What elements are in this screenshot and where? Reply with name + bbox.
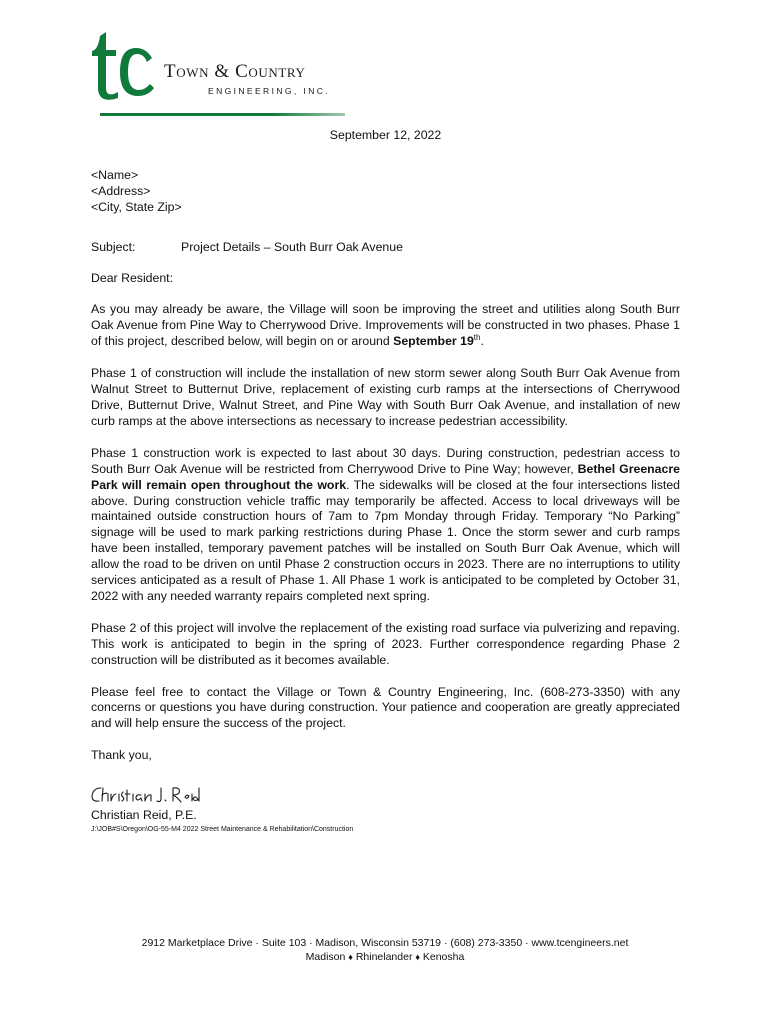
company-name xyxy=(164,61,305,83)
paragraph-1 xyxy=(91,302,680,350)
company-logo xyxy=(90,30,162,100)
signer-name: Christian Reid, P.E. xyxy=(91,808,197,823)
paragraph-3 xyxy=(91,446,680,605)
diamond-icon: ♦ xyxy=(348,952,353,962)
paragraph-4: Phase 2 of this project will involve the replacement of the existing road surface via pulverizing and repaving. This work is anticipated to begin in the spring of 2023. Further correspondence regarding Phase 2 construction will be distributed as it becomes available. xyxy=(91,620,680,667)
subject-text: Project Details – South Burr Oak Avenue xyxy=(181,239,403,254)
paragraph-5: Please feel free to contact the Village or Town & Country Engineering, Inc. (608-273-3350) with any concerns or questions you have during construction. Your patience and cooperation are greatly appreciated and will help ensure the success of the project. xyxy=(91,684,680,731)
company-subtitle: ENGINEERING, INC. xyxy=(208,86,331,96)
office-madison: Madison xyxy=(305,951,346,963)
address-line-street: <Address> xyxy=(91,183,151,198)
closing: Thank you, xyxy=(91,748,152,763)
letter-body xyxy=(91,128,680,835)
salutation: Dear Resident: xyxy=(91,270,174,285)
address-line-name: <Name> xyxy=(91,167,139,182)
footer-offices xyxy=(0,950,770,964)
paragraph-1-end: . xyxy=(480,334,484,349)
paragraph-3-end: . The sidewalks will be closed at the four intersections listed above. During construction vehicle traffic may temporarily be affected. Access to local driveways will be maintained outside construction hours of 7am to 7pm Monday through Friday. Temporary “No Parking” signage will be used to mark parking restrictions during Phase 1. Once the storm sewer and curb ramps have been installed, temporary pavement patches will be installed on South Burr Oak Avenue, which will allow the road to be driven on until Phase 2 construction occurs in 2023. There are no interruptions to utility services anticipated as a result of Phase 1. All Phase 1 work is anticipated to be completed by October 31, 2022 with any needed warranty repairs completed next spring. xyxy=(91,477,680,603)
diamond-icon: ♦ xyxy=(415,952,420,962)
subject-label: Subject: xyxy=(91,239,136,254)
office-kenosha: Kenosha xyxy=(422,951,465,963)
paragraph-3-start: Phase 1 construction work is expected to last about 30 days. During construction, pedestrian access to South Burr Oak Avenue will be restricted from Cherrywood Drive to Pine Way; however, xyxy=(91,445,680,476)
recipient-address xyxy=(91,168,680,216)
paragraph-1-text: As you may already be aware, the Village will soon be improving the street and utilities along South Burr Oak Avenue from Pine Way to Cherrywood Drive. Improvements will be constructed in two phases. Phase 1 of this project, described below, will begin on or around xyxy=(91,302,680,349)
file-path: J:\JOB#S\Oregon\OG-55-M4 2022 Street Maintenance & Rehabilitation\Construction xyxy=(91,826,354,834)
subject-line xyxy=(91,240,680,256)
letterhead xyxy=(90,30,350,118)
footer-address: 2912 Marketplace Drive · Suite 103 · Madison, Wisconsin 53719 · (608) 273-3350 · www.tcengineers.net xyxy=(141,937,629,949)
company-name-text: Town & Country xyxy=(164,61,306,82)
letter-date: September 12, 2022 xyxy=(329,128,442,142)
footer xyxy=(0,936,770,964)
start-date-suffix: th xyxy=(473,333,481,343)
office-rhinelander: Rhinelander xyxy=(355,951,413,963)
start-date: September 19 xyxy=(393,334,474,349)
park-notice: Bethel Greenacre Park will remain open throughout the work xyxy=(91,461,680,492)
signature xyxy=(89,780,201,808)
address-line-city: <City, State Zip> xyxy=(91,199,182,214)
paragraph-2: Phase 1 of construction will include the installation of new storm sewer along South Burr Oak Avenue from Walnut Street to Butternut Drive, replacement of existing curb ramps at the intersections of Cherrywood Drive, Butternut Drive, Walnut Street, and Pine Way with South Burr Oak Avenue, and installation of new curb ramps at the above intersections as necessary to increase pedestrian accessibility. xyxy=(91,366,680,428)
letterhead-rule xyxy=(100,113,345,116)
